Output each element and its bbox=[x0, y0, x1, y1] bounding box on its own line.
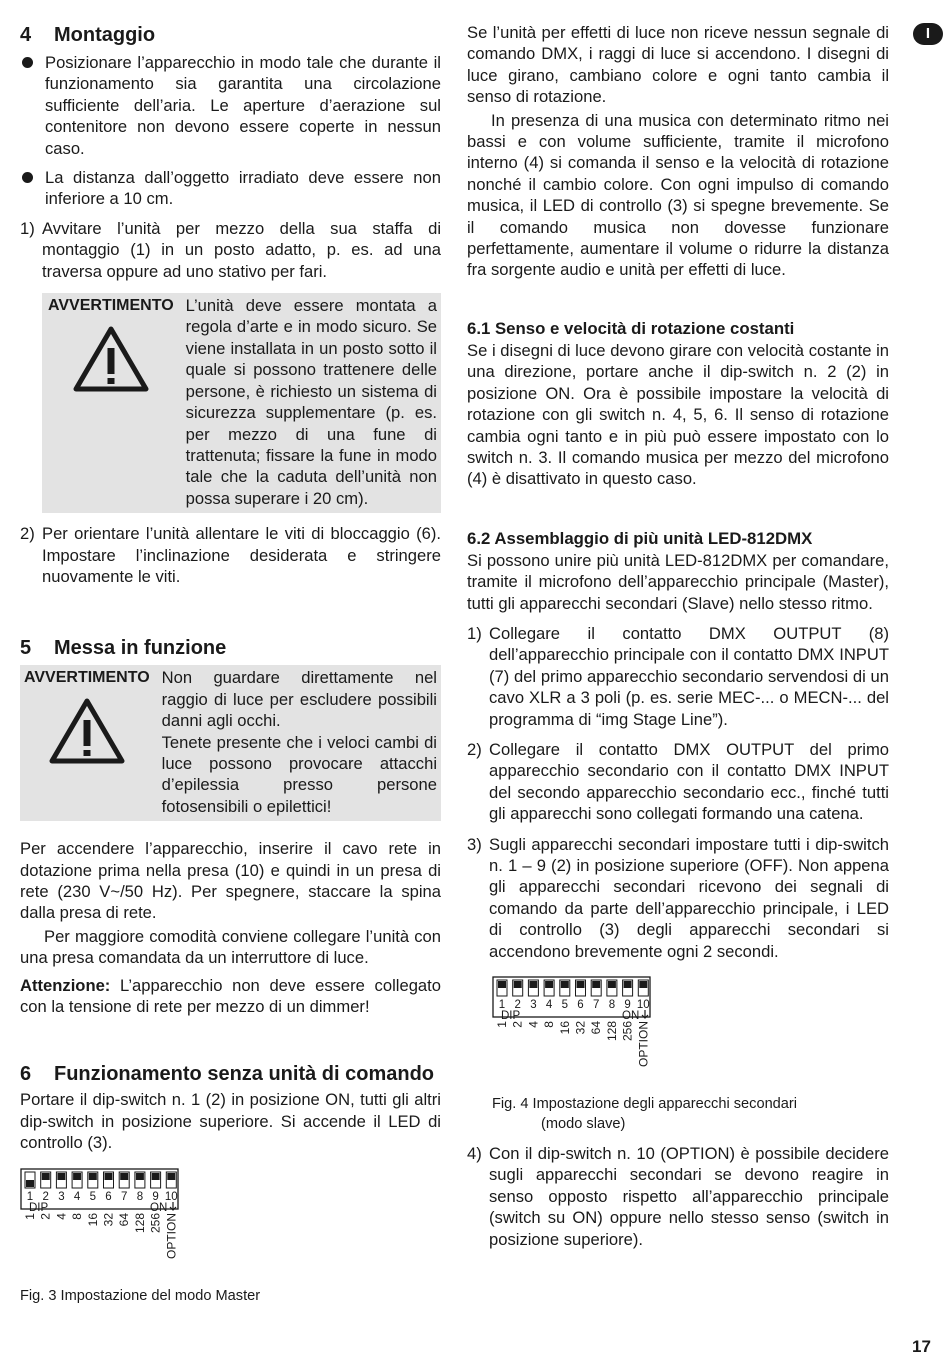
dip-number-label: 5 bbox=[89, 1190, 97, 1203]
section-number: 4 bbox=[20, 24, 32, 46]
fig4-dip-switch-diagram bbox=[492, 976, 889, 1088]
dip-switch-knob bbox=[498, 981, 506, 988]
warning-box bbox=[42, 293, 441, 513]
dip-value-label: 32 bbox=[573, 1021, 588, 1035]
fig3-dip-switch-diagram bbox=[20, 1168, 441, 1280]
dip-number-label: 4 bbox=[73, 1190, 81, 1203]
step-text: Collegare il contatto DMX OUTPUT del primo apparecchio secondario con il contatto DMX INPUT del secondo apparecchio secondario ecc., finché tutti gli apparecchi sono collegati formando una catena. bbox=[489, 739, 889, 824]
dip-number-label: 7 bbox=[120, 1190, 128, 1203]
dip-number-label: 6 bbox=[105, 1190, 112, 1203]
paragraph: In presenza di una musica con determinato ritmo nei bassi e con volume sufficiente, tramite il microfono interno (4) si comanda il senso e la velocità di rotazione nonché il cambio colore. Con ogni impulso di comando musica, il LED di controllo (3) si spegne brevemente. Se il comando musica non dovesse funzionare perfettamente, aumentare il volume o ridurre la distanza fra sorgente audio e unità per effetti di luce. bbox=[467, 110, 889, 280]
page-number: 17 bbox=[912, 1337, 931, 1356]
dip-switch-knob bbox=[545, 981, 553, 988]
attention-text: L’apparecchio non deve essere collegato con la tensione di rete per mezzo di un dimmer! bbox=[20, 975, 441, 1017]
language-badge: I bbox=[913, 23, 943, 45]
dip-value-label: 8 bbox=[70, 1212, 85, 1220]
dip-number-label: 5 bbox=[561, 999, 569, 1012]
dip-label: DIP bbox=[29, 1201, 49, 1214]
dip-value-label: 128 bbox=[132, 1212, 147, 1233]
dip-switch-knob bbox=[26, 1180, 34, 1187]
figure-caption: (modo slave) bbox=[541, 1116, 626, 1133]
dip-switch-knob bbox=[42, 1173, 50, 1180]
dip-number-label: 3 bbox=[530, 999, 537, 1012]
bullet-text: Posizionare l’apparecchio in modo tale che durante il funzionamento sia garantita una circolazione sufficiente dell’aria. Le aperture d’aerazione sul contenitore non devono essere coperte in nessun caso. bbox=[45, 53, 441, 158]
step-number: 1) bbox=[20, 218, 35, 238]
warning-text: Non guardare direttamente nel raggio di luce per escludere possibili danni agli occhi. bbox=[161, 668, 437, 731]
dip-switch-knob bbox=[105, 1173, 113, 1180]
section-number: 6 bbox=[20, 1063, 32, 1086]
dip-switch-knob bbox=[120, 1173, 128, 1180]
dip-value-label: 2 bbox=[510, 1021, 525, 1028]
dip-value-label: 8 bbox=[542, 1021, 557, 1028]
dip-switch-knob bbox=[89, 1173, 97, 1180]
bullet-item bbox=[20, 167, 441, 210]
warning-triangle-icon bbox=[48, 696, 126, 766]
dip-value-label: OPTION bbox=[636, 1021, 651, 1068]
numbered-step bbox=[467, 834, 889, 962]
dip-number-label: 10 bbox=[164, 1190, 178, 1203]
dip-switch-graphic bbox=[492, 976, 662, 1088]
dip-switch-knob bbox=[152, 1173, 160, 1180]
section-number: 5 bbox=[20, 637, 32, 660]
section-title: Funzionamento senza unità di comando bbox=[54, 1063, 435, 1086]
dip-switch-knob bbox=[592, 981, 600, 988]
warning-side bbox=[24, 667, 150, 817]
dip-number-label: 6 bbox=[577, 999, 584, 1012]
dip-value-label: OPTION bbox=[164, 1212, 179, 1259]
dip-value-label: 4 bbox=[54, 1212, 69, 1220]
dip-number-label: 7 bbox=[592, 999, 600, 1012]
dip-number-label: 2 bbox=[42, 1190, 49, 1203]
paragraph: Per accendere l’apparecchio, inserire il cavo rete in dotazione prima nella presa (10) e quindi in un presa di rete (230 V~/50 Hz). Per spegnere, staccare la spina dalla presa di rete. bbox=[20, 839, 441, 923]
dip-value-label: 64 bbox=[589, 1021, 604, 1035]
step-text: Per orientare l’unità allentare le viti di bloccaggio (6). Impostare l’inclinazione desiderata e stringere nuovamente le viti. bbox=[42, 524, 441, 586]
right-column bbox=[467, 22, 889, 1250]
dip-value-label: 1 bbox=[495, 1021, 509, 1028]
attention-paragraph bbox=[20, 975, 441, 1018]
section-title: Messa in funzione bbox=[54, 637, 227, 660]
paragraph: Si possono unire più unità LED-812DMX per comandare, tramite il microfono dell’apparecchio principale (Master), tutti gli apparecchi secondari (Slave) nello stesso ritmo. bbox=[467, 550, 889, 613]
dip-switch-knob bbox=[136, 1173, 144, 1180]
dip-switch-knob bbox=[639, 981, 647, 988]
dip-number-label: 8 bbox=[608, 999, 616, 1012]
warning-text: Tenete presente che i veloci cambi di luce possono provocare attacchi d’epilessia presso persone fotosensibili o epilettici! bbox=[161, 732, 437, 816]
dip-switch-knob bbox=[561, 981, 569, 988]
figure-caption: Fig. 4 Impostazione degli apparecchi secondari bbox=[492, 1096, 798, 1113]
step-text: Sugli apparecchi secondari impostare tutti i dip-switch n. 1 – 9 (2) in posizione superiore (OFF). Non appena gli apparecchi secondari ricevono dei segnali di comando da parte dell’apparecchio principale, i LED di controllo (3) degli apparecchi secondari si accendono brevemente ogni 2 secondi. bbox=[489, 834, 889, 961]
step-number: 2) bbox=[467, 739, 482, 759]
bullet-item bbox=[20, 52, 441, 159]
dip-value-label: 64 bbox=[117, 1212, 132, 1227]
step-number: 3) bbox=[467, 834, 482, 854]
bullet-dot-icon bbox=[22, 57, 33, 68]
dip-number-label: 9 bbox=[624, 999, 631, 1012]
section-6-heading bbox=[20, 1061, 441, 1087]
dip-value-label: 256 bbox=[148, 1212, 163, 1233]
figure-caption: Fig. 3 Impostazione del modo Master bbox=[20, 1287, 261, 1304]
dip-value-label: 32 bbox=[101, 1212, 116, 1227]
step-text: Avvitare l’unità per mezzo della sua staffa di montaggio (1) in un posto adatto, p. es. ad una traversa oppure ad uno stativo per fari. bbox=[42, 218, 441, 281]
paragraph: Per maggiore comodità conviene collegare l’unità con una presa comandata da un interruttore di luce. bbox=[20, 926, 441, 968]
step-number: 1) bbox=[467, 623, 482, 643]
bullet-dot-icon bbox=[22, 172, 33, 183]
dip-switch-graphic bbox=[20, 1168, 190, 1280]
numbered-step bbox=[20, 218, 441, 282]
dip-number-label: 1 bbox=[498, 999, 506, 1012]
dip-number-label: 3 bbox=[58, 1190, 65, 1203]
on-label: ON bbox=[150, 1201, 168, 1214]
dip-number-label: 4 bbox=[545, 999, 553, 1012]
numbered-step bbox=[467, 739, 889, 825]
dip-value-label: 2 bbox=[38, 1212, 53, 1220]
dip-switch-knob bbox=[167, 1173, 175, 1180]
dip-value-label: 128 bbox=[604, 1021, 619, 1042]
dip-switch-knob bbox=[514, 981, 522, 988]
section-5-heading bbox=[20, 635, 441, 661]
section-title: Montaggio bbox=[54, 24, 156, 46]
dip-switch-knob bbox=[624, 981, 632, 988]
dip-number-label: 8 bbox=[136, 1190, 144, 1203]
dip-number-label: 9 bbox=[152, 1190, 159, 1203]
dip-number-label: 2 bbox=[514, 999, 521, 1012]
bullet-text: La distanza dall’oggetto irradiato deve essere non inferiore a 10 cm. bbox=[45, 168, 441, 209]
dip-value-label: 256 bbox=[620, 1021, 635, 1042]
warning-label: AVVERTIMENTO bbox=[24, 669, 150, 687]
dip-switch-knob bbox=[529, 981, 537, 988]
dip-switch-knob bbox=[57, 1173, 65, 1180]
left-column bbox=[20, 22, 441, 1306]
step-text: Collegare il contatto DMX OUTPUT (8) dell’apparecchio principale con il contatto DMX INPUT (7) del primo apparecchio secondario servendosi di un cavo XLR a 3 poli (p. es. serie MEC-... o MECN-... del programma di “img Stage Line”). bbox=[489, 623, 889, 729]
section-4-heading bbox=[20, 22, 441, 48]
on-label: ON bbox=[622, 1010, 640, 1023]
dip-value-label: 4 bbox=[526, 1021, 541, 1028]
attention-label: Attenzione: bbox=[20, 975, 111, 995]
paragraph: Portare il dip-switch n. 1 (2) in posizione ON, tutti gli altri dip-switch in posizione superiore. Si accende il LED di controllo (3). bbox=[20, 1090, 441, 1153]
dip-label: DIP bbox=[501, 1010, 521, 1023]
dip-value-label: 1 bbox=[23, 1212, 37, 1220]
warning-side bbox=[48, 295, 174, 509]
paragraph: Se i disegni di luce devono girare con velocità costante in una direzione, portare anche il dip-switch n. 2 (2) in posizione ON. Ora è possibile impostare la velocità di rotazione con gli switch n. 4, 5, 6. Il senso di rotazione cambia ogni tanto e in più può essere impostato con lo switch n. 3. Il comando musica per mezzo del microfono (4) è disattivato in questo caso. bbox=[467, 340, 889, 489]
section-6-1-heading: 6.1 Senso e velocità di rotazione costanti bbox=[467, 318, 795, 338]
warning-body bbox=[150, 667, 437, 817]
step-number: 4) bbox=[467, 1144, 482, 1164]
step-number: 2) bbox=[20, 524, 35, 544]
dip-number-label: 1 bbox=[26, 1190, 34, 1203]
section-6-2-heading: 6.2 Assemblaggio di più unità LED-812DMX bbox=[467, 528, 813, 548]
warning-box bbox=[20, 665, 441, 821]
dip-number-label: 10 bbox=[636, 999, 650, 1012]
numbered-step bbox=[20, 523, 441, 587]
numbered-step bbox=[467, 1143, 889, 1250]
dip-switch-knob bbox=[577, 981, 585, 988]
paragraph: Se l’unità per effetti di luce non riceve nessun segnale di comando DMX, i raggi di luce si accendono. I disegni di luce girano, cambiano colore e ogni tanto cambia il senso di rotazione. bbox=[467, 23, 889, 107]
warning-triangle-icon bbox=[72, 324, 150, 394]
warning-label: AVVERTIMENTO bbox=[48, 297, 174, 315]
dip-switch-knob bbox=[608, 981, 616, 988]
numbered-step bbox=[467, 623, 889, 730]
warning-text: L’unità deve essere montata a regola d’arte e in modo sicuro. Se viene installata in un posto sotto il quale si possono trattenere delle persone, è richiesto un sistema di sicurezza supplementare (p. es. per mezzo di una fune di trattenuta; fissare la fune in modo tale che la caduta dell’unità non possa superare i 20 cm). bbox=[185, 296, 437, 508]
dip-value-label: 16 bbox=[557, 1021, 572, 1035]
dip-switch-knob bbox=[73, 1173, 81, 1180]
dip-value-label: 16 bbox=[85, 1212, 100, 1227]
step-text: Con il dip-switch n. 10 (OPTION) è possibile decidere sugli apparecchi secondari se devono reagire in senso opposto rispetto all’apparecchio principale (switch su ON) oppure nello stesso senso (switch in posizione superiore). bbox=[489, 1144, 889, 1249]
